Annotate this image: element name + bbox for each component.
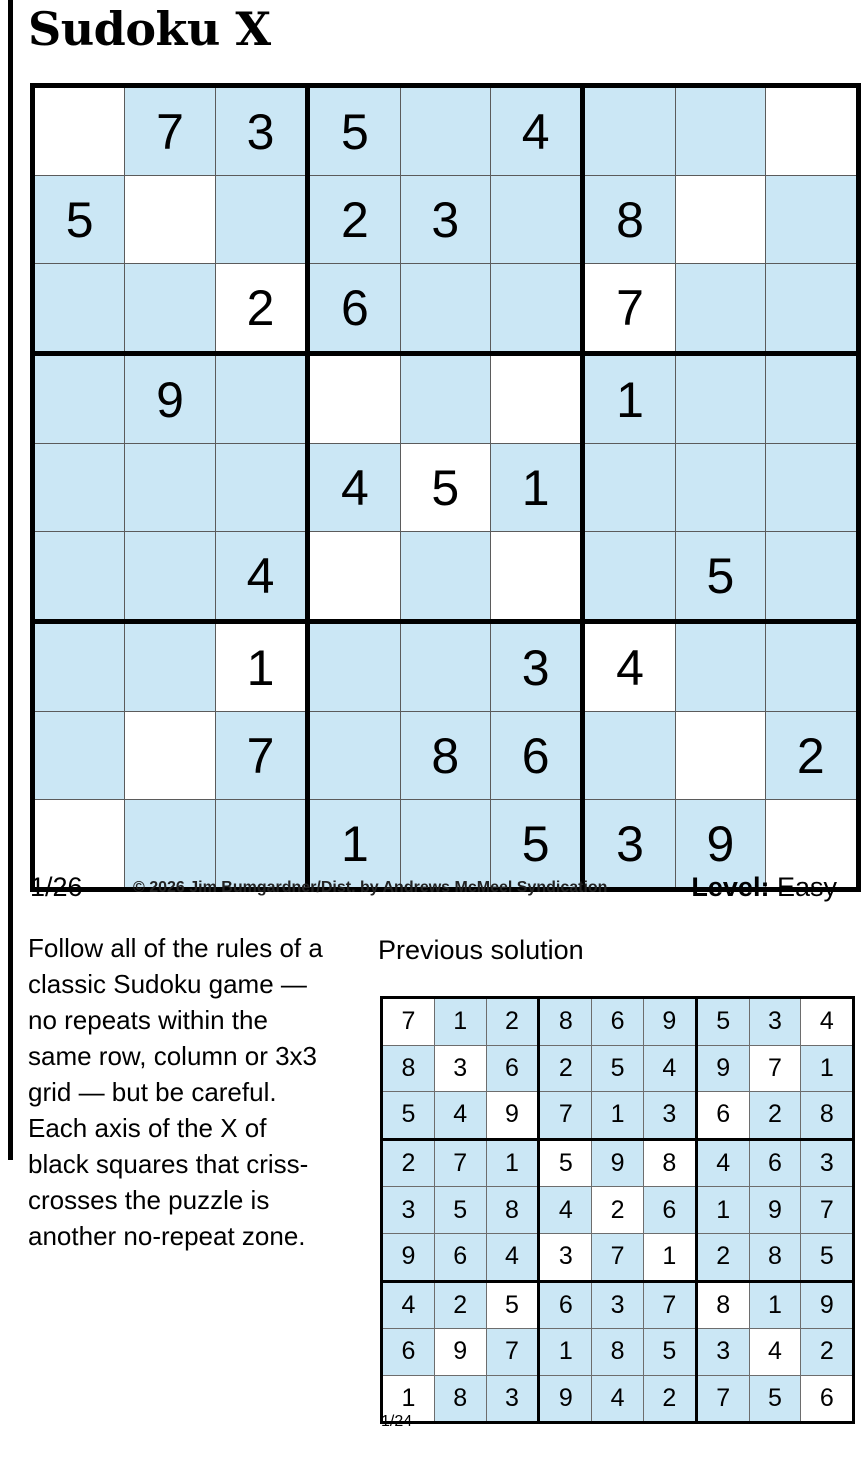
puzzle-cell-r3c8[interactable]: [675, 264, 765, 354]
solution-cell-r2c8: 7: [749, 1045, 801, 1092]
puzzle-cell-r1c2[interactable]: 7: [125, 86, 215, 176]
puzzle-cell-r9c4[interactable]: 1: [308, 800, 400, 890]
solution-row: [382, 1375, 854, 1423]
puzzle-cell-r7c6[interactable]: 3: [490, 622, 582, 712]
solution-cell-r8c2: 9: [434, 1329, 486, 1376]
solution-row: [382, 1092, 854, 1140]
difficulty-level: [691, 872, 837, 903]
puzzle-row: [33, 532, 859, 622]
solution-cell-r2c3: 6: [486, 1045, 539, 1092]
solution-cell-r9c3: 3: [486, 1375, 539, 1423]
solution-cell-r2c5: 5: [592, 1045, 644, 1092]
puzzle-date: 1/26: [30, 872, 83, 902]
puzzle-cell-r8c9[interactable]: 2: [766, 712, 858, 800]
puzzle-cell-r7c8[interactable]: [675, 622, 765, 712]
solution-cell-r6c6: 1: [643, 1233, 696, 1281]
solution-cell-r7c3: 5: [486, 1281, 539, 1329]
solution-cell-r8c4: 1: [539, 1329, 592, 1376]
puzzle-cell-r5c9[interactable]: [766, 444, 858, 532]
instructions-text: Follow all of the rules of a classic Sudoku game — no repeats within the same row, column or 3x3 grid — but be careful. Each axis of the X of black squares that criss-crosses the puzzle is another no-repeat zone.: [28, 933, 323, 1251]
puzzle-cell-r4c7[interactable]: 1: [583, 354, 675, 444]
page-title: Sudoku X: [28, 2, 271, 56]
solution-cell-r5c9: 7: [801, 1187, 854, 1234]
puzzle-cell-r2c6[interactable]: [490, 176, 582, 264]
solution-cell-r9c9: 6: [801, 1375, 854, 1423]
puzzle-cell-r2c4[interactable]: 2: [308, 176, 400, 264]
solution-cell-r9c5: 4: [592, 1375, 644, 1423]
solution-cell-r7c9: 9: [801, 1281, 854, 1329]
solution-cell-r3c2: 4: [434, 1092, 486, 1140]
solution-cell-r4c1: 2: [382, 1139, 435, 1187]
puzzle-cell-r2c9[interactable]: [766, 176, 858, 264]
solution-cell-r3c7: 6: [696, 1092, 749, 1140]
puzzle-row: [33, 176, 859, 264]
puzzle-cell-r5c6[interactable]: 1: [490, 444, 582, 532]
solution-cell-r5c6: 6: [643, 1187, 696, 1234]
puzzle-cell-r9c7[interactable]: 3: [583, 800, 675, 890]
solution-cell-r4c9: 3: [801, 1139, 854, 1187]
puzzle-cell-r6c8[interactable]: 5: [675, 532, 765, 622]
puzzle-row: [33, 86, 859, 176]
puzzle-cell-r8c5[interactable]: 8: [400, 712, 490, 800]
solution-cell-r4c8: 6: [749, 1139, 801, 1187]
solution-cell-r3c4: 7: [539, 1092, 592, 1140]
solution-cell-r2c6: 4: [643, 1045, 696, 1092]
solution-cell-r2c9: 1: [801, 1045, 854, 1092]
left-margin-rule: [8, 0, 13, 1160]
solution-row: [382, 1281, 854, 1329]
puzzle-cell-r8c3[interactable]: 7: [215, 712, 307, 800]
puzzle-cell-r5c1[interactable]: [33, 444, 125, 532]
solution-cell-r6c2: 6: [434, 1233, 486, 1281]
puzzle-cell-r9c6[interactable]: 5: [490, 800, 582, 890]
puzzle-cell-r5c2[interactable]: [125, 444, 215, 532]
level-value: Easy: [776, 872, 837, 902]
puzzle-cell-r8c7[interactable]: [583, 712, 675, 800]
solution-cell-r3c5: 1: [592, 1092, 644, 1140]
puzzle-cell-r5c8[interactable]: [675, 444, 765, 532]
previous-solution-table: [380, 996, 855, 1424]
puzzle-cell-r9c8[interactable]: 9: [675, 800, 765, 890]
puzzle-cell-r7c3[interactable]: 1: [215, 622, 307, 712]
puzzle-cell-r2c7[interactable]: 8: [583, 176, 675, 264]
solution-cell-r7c6: 7: [643, 1281, 696, 1329]
puzzle-cell-r4c1[interactable]: [33, 354, 125, 444]
puzzle-cell-r6c9[interactable]: [766, 532, 858, 622]
puzzle-cell-r5c4[interactable]: 4: [308, 444, 400, 532]
puzzle-cell-r1c1[interactable]: [33, 86, 125, 176]
solution-cell-r6c9: 5: [801, 1233, 854, 1281]
puzzle-cell-r7c5[interactable]: [400, 622, 490, 712]
puzzle-cell-r7c9[interactable]: [766, 622, 858, 712]
solution-cell-r1c7: 5: [696, 998, 749, 1046]
puzzle-cell-r7c7[interactable]: 4: [583, 622, 675, 712]
puzzle-row: [33, 264, 859, 354]
solution-cell-r8c9: 2: [801, 1329, 854, 1376]
solution-cell-r8c8: 4: [749, 1329, 801, 1376]
puzzle-cell-r8c4[interactable]: [308, 712, 400, 800]
solution-cell-r5c2: 5: [434, 1187, 486, 1234]
puzzle-cell-r7c1[interactable]: [33, 622, 125, 712]
previous-solution-heading: Previous solution: [378, 935, 584, 965]
puzzle-cell-r7c4[interactable]: [308, 622, 400, 712]
puzzle-cell-r2c5[interactable]: 3: [400, 176, 490, 264]
puzzle-cell-r5c5[interactable]: 5: [400, 444, 490, 532]
puzzle-cell-r3c6[interactable]: [490, 264, 582, 354]
puzzle-table-body: [33, 86, 859, 890]
puzzle-cell-r5c3[interactable]: [215, 444, 307, 532]
solution-cell-r8c5: 8: [592, 1329, 644, 1376]
puzzle-cell-r3c9[interactable]: [766, 264, 858, 354]
puzzle-cell-r1c7[interactable]: [583, 86, 675, 176]
solution-cell-r1c2: 1: [434, 998, 486, 1046]
puzzle-row: [33, 712, 859, 800]
solution-row: [382, 998, 854, 1046]
solution-cell-r2c7: 9: [696, 1045, 749, 1092]
solution-row: [382, 1139, 854, 1187]
puzzle-cell-r8c8[interactable]: [675, 712, 765, 800]
puzzle-cell-r4c6[interactable]: [490, 354, 582, 444]
solution-cell-r6c3: 4: [486, 1233, 539, 1281]
solution-cell-r9c4: 9: [539, 1375, 592, 1423]
puzzle-row: [33, 444, 859, 532]
sudoku-puzzle-grid[interactable]: [30, 83, 835, 872]
puzzle-cell-r3c2[interactable]: [125, 264, 215, 354]
solution-cell-r7c1: 4: [382, 1281, 435, 1329]
puzzle-cell-r3c1[interactable]: [33, 264, 125, 354]
previous-solution-date: 1/24: [381, 1413, 413, 1430]
puzzle-cell-r8c6[interactable]: 6: [490, 712, 582, 800]
solution-cell-r7c2: 2: [434, 1281, 486, 1329]
solution-cell-r3c6: 3: [643, 1092, 696, 1140]
puzzle-cell-r6c1[interactable]: [33, 532, 125, 622]
solution-cell-r1c1: 7: [382, 998, 435, 1046]
puzzle-cell-r7c2[interactable]: [125, 622, 215, 712]
puzzle-cell-r3c3[interactable]: 2: [215, 264, 307, 354]
puzzle-cell-r2c2[interactable]: [125, 176, 215, 264]
puzzle-cell-r4c5[interactable]: [400, 354, 490, 444]
puzzle-cell-r4c9[interactable]: [766, 354, 858, 444]
solution-cell-r7c5: 3: [592, 1281, 644, 1329]
puzzle-table[interactable]: [30, 83, 861, 892]
puzzle-cell-r5c7[interactable]: [583, 444, 675, 532]
solution-cell-r6c7: 2: [696, 1233, 749, 1281]
solution-cell-r4c2: 7: [434, 1139, 486, 1187]
puzzle-cell-r1c8[interactable]: [675, 86, 765, 176]
solution-cell-r6c8: 8: [749, 1233, 801, 1281]
solution-cell-r4c4: 5: [539, 1139, 592, 1187]
solution-cell-r4c5: 9: [592, 1139, 644, 1187]
puzzle-cell-r6c2[interactable]: [125, 532, 215, 622]
solution-cell-r6c1: 9: [382, 1233, 435, 1281]
puzzle-cell-r2c3[interactable]: [215, 176, 307, 264]
puzzle-cell-r8c2[interactable]: [125, 712, 215, 800]
puzzle-cell-r1c9[interactable]: [766, 86, 858, 176]
solution-cell-r2c2: 3: [434, 1045, 486, 1092]
puzzle-cell-r4c3[interactable]: [215, 354, 307, 444]
solution-cell-r9c7: 7: [696, 1375, 749, 1423]
solution-cell-r3c9: 8: [801, 1092, 854, 1140]
puzzle-cell-r1c6[interactable]: 4: [490, 86, 582, 176]
puzzle-cell-r6c5[interactable]: [400, 532, 490, 622]
solution-cell-r4c6: 8: [643, 1139, 696, 1187]
puzzle-cell-r1c3[interactable]: 3: [215, 86, 307, 176]
puzzle-cell-r1c5[interactable]: [400, 86, 490, 176]
solution-cell-r7c7: 8: [696, 1281, 749, 1329]
solution-cell-r1c3: 2: [486, 998, 539, 1046]
puzzle-row: [33, 622, 859, 712]
solution-cell-r1c8: 3: [749, 998, 801, 1046]
solution-cell-r5c4: 4: [539, 1187, 592, 1234]
solution-cell-r8c3: 7: [486, 1329, 539, 1376]
solution-cell-r5c8: 9: [749, 1187, 801, 1234]
solution-cell-r1c5: 6: [592, 998, 644, 1046]
solution-cell-r6c5: 7: [592, 1233, 644, 1281]
puzzle-cell-r3c4[interactable]: 6: [308, 264, 400, 354]
solution-cell-r8c1: 6: [382, 1329, 435, 1376]
solution-cell-r7c4: 6: [539, 1281, 592, 1329]
puzzle-cell-r6c6[interactable]: [490, 532, 582, 622]
puzzle-cell-r6c3[interactable]: 4: [215, 532, 307, 622]
copyright-notice: © 2026 Jim Bumgardner/Dist. by Andrews McMeel Syndication: [133, 879, 608, 896]
solution-cell-r8c7: 3: [696, 1329, 749, 1376]
solution-cell-r5c5: 2: [592, 1187, 644, 1234]
previous-solution-table-body: [382, 998, 854, 1423]
puzzle-cell-r3c7[interactable]: 7: [583, 264, 675, 354]
puzzle-cell-r6c7[interactable]: [583, 532, 675, 622]
solution-cell-r2c4: 2: [539, 1045, 592, 1092]
puzzle-cell-r2c1[interactable]: 5: [33, 176, 125, 264]
solution-row: [382, 1233, 854, 1281]
solution-cell-r3c1: 5: [382, 1092, 435, 1140]
puzzle-cell-r4c2[interactable]: 9: [125, 354, 215, 444]
previous-solution-grid: [380, 996, 838, 1413]
level-label: Level:: [691, 872, 770, 902]
puzzle-cell-r2c8[interactable]: [675, 176, 765, 264]
puzzle-row: [33, 354, 859, 444]
solution-cell-r9c8: 5: [749, 1375, 801, 1423]
solution-cell-r1c9: 4: [801, 998, 854, 1046]
solution-cell-r6c4: 3: [539, 1233, 592, 1281]
solution-cell-r4c7: 4: [696, 1139, 749, 1187]
solution-cell-r3c8: 2: [749, 1092, 801, 1140]
puzzle-caption: [30, 872, 837, 906]
solution-cell-r5c7: 1: [696, 1187, 749, 1234]
puzzle-cell-r8c1[interactable]: [33, 712, 125, 800]
solution-cell-r7c8: 1: [749, 1281, 801, 1329]
solution-row: [382, 1187, 854, 1234]
solution-cell-r4c3: 1: [486, 1139, 539, 1187]
solution-row: [382, 1329, 854, 1376]
solution-cell-r5c3: 8: [486, 1187, 539, 1234]
solution-cell-r1c6: 9: [643, 998, 696, 1046]
solution-cell-r9c2: 8: [434, 1375, 486, 1423]
solution-cell-r8c6: 5: [643, 1329, 696, 1376]
puzzle-cell-r3c5[interactable]: [400, 264, 490, 354]
solution-cell-r2c1: 8: [382, 1045, 435, 1092]
solution-row: [382, 1045, 854, 1092]
solution-cell-r5c1: 3: [382, 1187, 435, 1234]
solution-cell-r3c3: 9: [486, 1092, 539, 1140]
puzzle-cell-r4c8[interactable]: [675, 354, 765, 444]
solution-cell-r9c6: 2: [643, 1375, 696, 1423]
solution-cell-r1c4: 8: [539, 998, 592, 1046]
puzzle-cell-r6c4[interactable]: [308, 532, 400, 622]
puzzle-cell-r4c4[interactable]: [308, 354, 400, 444]
solution-cell-r9c1: 1: [382, 1375, 435, 1423]
puzzle-cell-r1c4[interactable]: 5: [308, 86, 400, 176]
